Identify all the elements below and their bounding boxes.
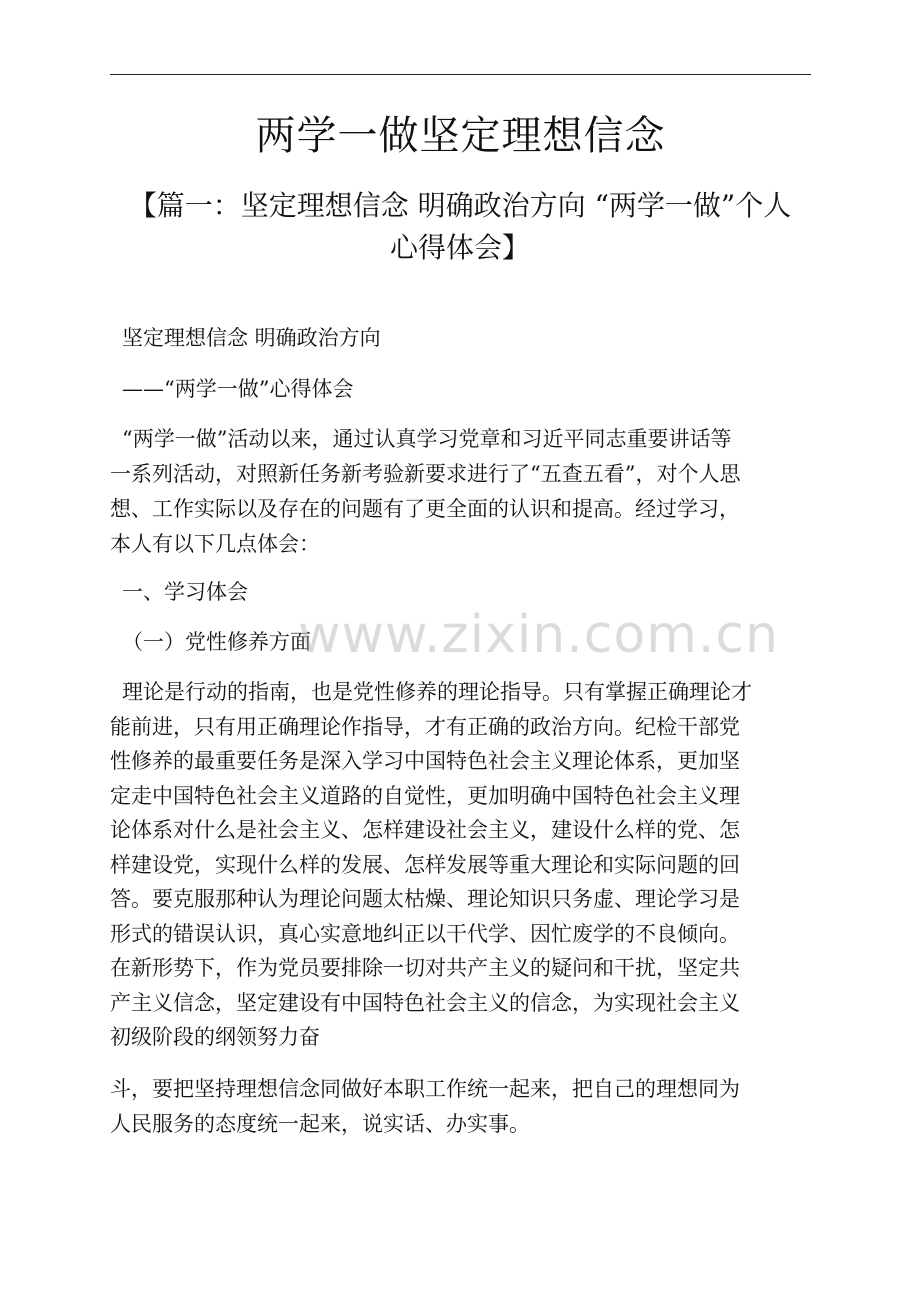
document-title: 两学一做坚定理想信念 [255, 113, 666, 159]
article-heading: 坚定理想信念 明确政治方向 [122, 326, 381, 350]
subtitle-line: 【篇一：坚定理想信念 明确政治方向 “两学一做”个人 [128, 189, 792, 222]
body-paragraph-1 [110, 677, 815, 1057]
intro-paragraph [110, 424, 815, 564]
watermark-text: www.zixin.com.cn [298, 605, 779, 665]
paragraph-line: 想、工作实际以及存在的问题有了更全面的认识和提高。经过学习， [110, 497, 740, 521]
section-heading: 一、学习体会 [122, 580, 248, 604]
paragraph-line: 在新形势下，作为党员要排除一切对共产主义的疑问和干扰，坚定共 [110, 956, 740, 980]
paragraph-line: 样建设党，实现什么样的发展、怎样发展等重大理论和实际问题的回 [110, 852, 740, 877]
paragraph-line: 本人有以下几点体会： [110, 532, 320, 556]
paragraph-line: 答。要克服那种认为理论问题太枯燥、理论知识只务虚、理论学习是 [110, 887, 740, 911]
document-subtitle [110, 185, 810, 269]
paragraph-line: 一系列活动，对照新任务新考验新要求进行了“五查五看”，对个人思 [110, 462, 741, 486]
paragraph-line: 性修养的最重要任务是深入学习中国特色社会主义理论体系，更加坚 [110, 749, 740, 773]
subsection-heading: （一）党性修养方面 [122, 630, 311, 654]
paragraph-line: 论体系对什么是社会主义、怎样建设社会主义，建设什么样的党、怎 [110, 818, 740, 842]
paragraph-line: 能前进，只有用正确理论作指导，才有正确的政治方向。纪检干部党 [110, 714, 740, 739]
paragraph-line: 初级阶段的纲领努力奋 [110, 1025, 320, 1049]
paragraph-line: 理论是行动的指南，也是党性修养的理论指导。只有掌握正确理论才 [122, 680, 752, 704]
paragraph-line: 形式的错误认识，真心实意地纠正以干代学、因忙废学的不良倾向。 [110, 921, 740, 946]
paragraph-line: 产主义信念，坚定建设有中国特色社会主义的信念，为实现社会主义 [110, 990, 740, 1015]
header-rule [110, 74, 811, 75]
paragraph-line: “两学一做”活动以来，通过认真学习党章和习近平同志重要讲话等 [122, 427, 732, 451]
article-subheading: ——“两学一做”心得体会 [122, 377, 354, 401]
paragraph-line: 斗，要把坚持理想信念同做好本职工作统一起来，把自己的理想同为 [110, 1077, 740, 1101]
paragraph-line: 人民服务的态度统一起来，说实话、办实事。 [110, 1112, 530, 1136]
paragraph-line: 定走中国特色社会主义道路的自觉性，更加明确中国特色社会主义理 [110, 783, 740, 808]
subtitle-line: 心得体会】 [389, 231, 530, 264]
body-paragraph-2 [110, 1074, 815, 1144]
